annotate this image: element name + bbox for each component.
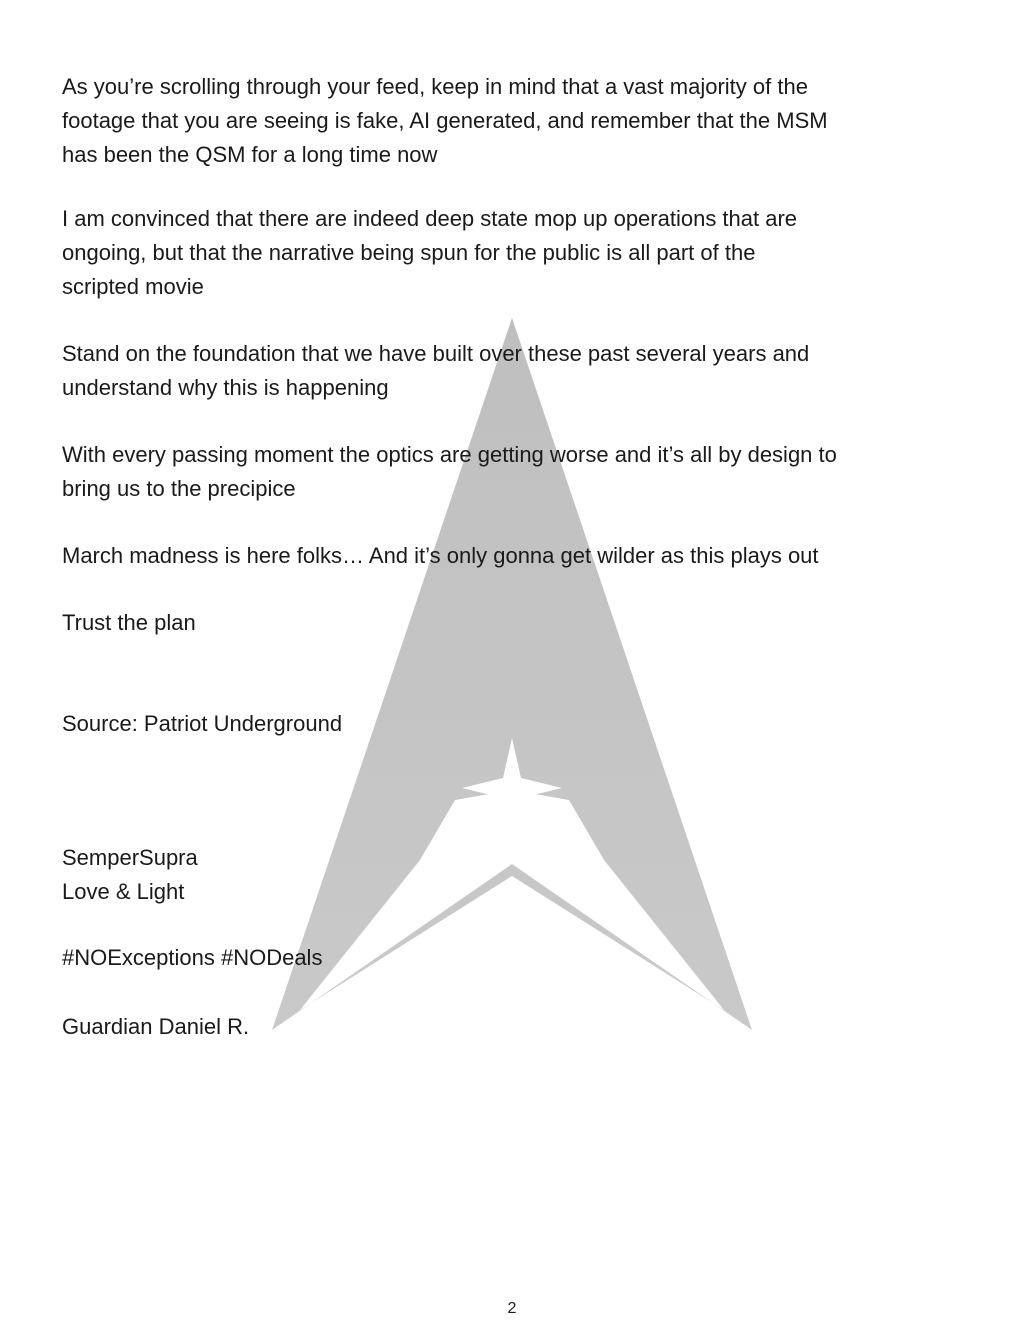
delta-shape (272, 318, 752, 1030)
paragraph-foundation: Stand on the foundation that we have built over these past several years and understand why this is happening (62, 341, 810, 400)
paragraph-signoff: SemperSupra Love & Light (62, 845, 198, 904)
paragraph-deep-state: I am convinced that there are indeed deep state mop up operations that are ongoing, but that the narrative being spun for the public is all part of the scripted movie (62, 206, 798, 299)
paragraph-feed-warning: As you’re scrolling through your feed, keep in mind that a vast majority of the footage that you are seeing is fake, AI generated, and remember that the MSM has been the QSM for a long time now (62, 74, 828, 167)
paragraph-optics: With every passing moment the optics are getting worse and it’s all by design to bring us to the precipice (62, 442, 837, 501)
paragraph-march-madness: March madness is here folks… And it’s only gonna get wilder as this plays out (62, 543, 819, 568)
paragraph-source: Source: Patriot Underground (62, 711, 343, 736)
paragraph-author: Guardian Daniel R. (62, 1014, 250, 1039)
page-number: 2 (507, 1300, 517, 1317)
paragraph-hashtags: #NOExceptions #NODeals (62, 945, 323, 970)
paragraph-trust-plan: Trust the plan (62, 610, 196, 635)
